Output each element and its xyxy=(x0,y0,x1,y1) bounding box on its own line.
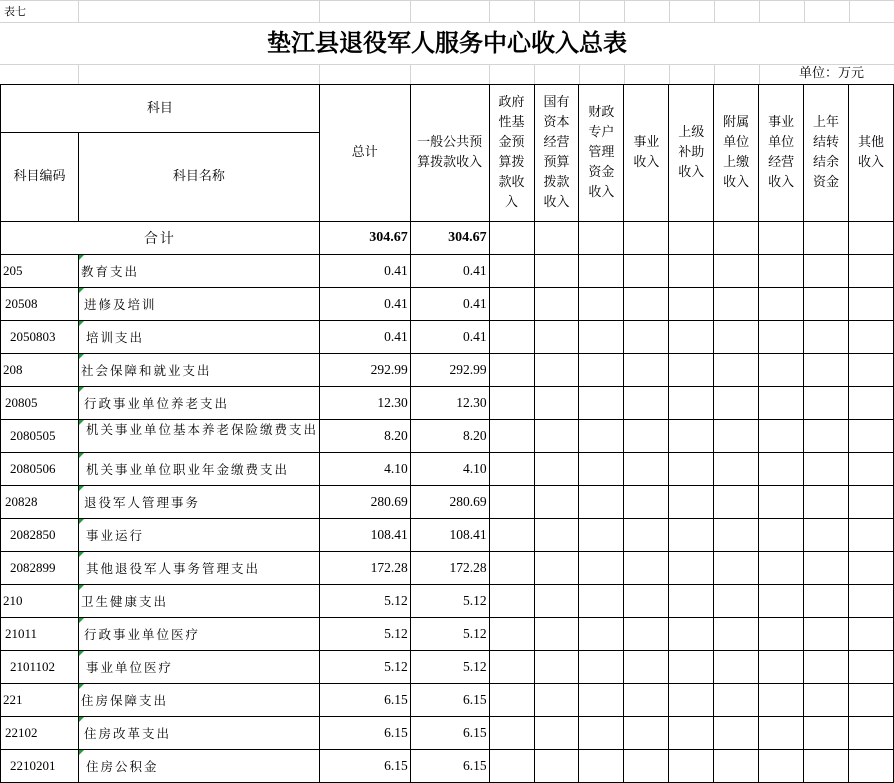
header-operating-income: 事业单位经营收入 xyxy=(759,85,804,222)
row-general-budget: 4.10 xyxy=(410,453,489,486)
row-general-budget: 292.99 xyxy=(410,354,489,387)
table-row xyxy=(1,651,894,684)
row-general-budget: 172.28 xyxy=(410,552,489,585)
row-total: 0.41 xyxy=(319,255,410,288)
subject-code: 2080506 xyxy=(1,453,79,486)
subject-code: 210 xyxy=(1,585,79,618)
header-other-income: 其他收入 xyxy=(848,85,893,222)
subject-name: 住房改革支出 xyxy=(78,717,319,750)
row-total: 280.69 xyxy=(319,486,410,519)
row-total: 6.15 xyxy=(319,717,410,750)
income-summary-table xyxy=(0,84,894,783)
header-carryover: 上年结转结余资金 xyxy=(804,85,849,222)
header-subject-name: 科目名称 xyxy=(78,133,319,222)
subject-code: 21011 xyxy=(1,618,79,651)
subject-name: 事业单位医疗 xyxy=(78,651,319,684)
total-amount: 304.67 xyxy=(319,222,410,255)
subject-name: 进修及培训 xyxy=(78,288,319,321)
subject-code: 22102 xyxy=(1,717,79,750)
row-total: 108.41 xyxy=(319,519,410,552)
table-row xyxy=(1,354,894,387)
subject-code: 2101102 xyxy=(1,651,79,684)
row-total: 12.30 xyxy=(319,387,410,420)
subject-code: 2050803 xyxy=(1,321,79,354)
subject-name: 住房保障支出 xyxy=(78,684,319,717)
total-label: 合计 xyxy=(1,222,320,255)
row-total: 5.12 xyxy=(319,651,410,684)
subject-name: 机关事业单位职业年金缴费支出 xyxy=(78,453,319,486)
header-superior-subsidy: 上级补助收入 xyxy=(669,85,714,222)
table-row xyxy=(1,684,894,717)
row-general-budget: 8.20 xyxy=(410,420,489,453)
table-row xyxy=(1,486,894,519)
subject-code: 208 xyxy=(1,354,79,387)
table-row xyxy=(1,552,894,585)
table-row xyxy=(1,618,894,651)
subject-name: 培训支出 xyxy=(78,321,319,354)
table-row xyxy=(1,717,894,750)
header-affiliated-units: 附属单位上缴收入 xyxy=(714,85,759,222)
subject-name: 事业运行 xyxy=(78,519,319,552)
page-title: 垫江县退役军人服务中心收入总表 xyxy=(267,28,627,57)
table-row xyxy=(1,585,894,618)
total-general-budget: 304.67 xyxy=(410,222,489,255)
subject-code: 20805 xyxy=(1,387,79,420)
subject-name: 机关事业单位基本养老保险缴费支出 xyxy=(78,420,319,453)
header-subject: 科目 xyxy=(1,85,320,133)
row-general-budget: 6.15 xyxy=(410,684,489,717)
row-total: 5.12 xyxy=(319,618,410,651)
row-general-budget: 6.15 xyxy=(410,717,489,750)
header-gov-fund: 政府性基金预算拨款收入 xyxy=(489,85,534,222)
table-row xyxy=(1,255,894,288)
table-row xyxy=(1,750,894,783)
header-business-income: 事业收入 xyxy=(624,85,669,222)
row-total: 6.15 xyxy=(319,750,410,783)
header-general-budget: 一般公共预算拨款收入 xyxy=(410,85,489,222)
subject-name: 退役军人管理事务 xyxy=(78,486,319,519)
row-total: 4.10 xyxy=(319,453,410,486)
row-general-budget: 5.12 xyxy=(410,651,489,684)
row-general-budget: 5.12 xyxy=(410,585,489,618)
subject-code: 2210201 xyxy=(1,750,79,783)
total-row xyxy=(1,222,894,255)
subject-code: 2082899 xyxy=(1,552,79,585)
row-general-budget: 0.41 xyxy=(410,288,489,321)
row-general-budget: 12.30 xyxy=(410,387,489,420)
header-subject-code: 科目编码 xyxy=(1,133,79,222)
table-row xyxy=(1,288,894,321)
table-row xyxy=(1,519,894,552)
row-general-budget: 6.15 xyxy=(410,750,489,783)
unit-label: 单位：万元 xyxy=(798,66,864,81)
row-total: 0.41 xyxy=(319,321,410,354)
subject-code: 221 xyxy=(1,684,79,717)
header-state-capital: 国有资本经营预算拨款收入 xyxy=(534,85,579,222)
subject-name: 其他退役军人事务管理支出 xyxy=(78,552,319,585)
row-total: 292.99 xyxy=(319,354,410,387)
subject-code: 205 xyxy=(1,255,79,288)
row-general-budget: 0.41 xyxy=(410,321,489,354)
subject-name: 教育支出 xyxy=(78,255,319,288)
subject-name: 行政事业单位养老支出 xyxy=(78,387,319,420)
table-row xyxy=(1,321,894,354)
subject-name: 住房公积金 xyxy=(78,750,319,783)
table-row xyxy=(1,387,894,420)
sheet-tag: 表七 xyxy=(4,5,26,18)
row-general-budget: 5.12 xyxy=(410,618,489,651)
subject-name: 卫生健康支出 xyxy=(78,585,319,618)
row-total: 5.12 xyxy=(319,585,410,618)
row-total: 8.20 xyxy=(319,420,410,453)
subject-code: 20828 xyxy=(1,486,79,519)
row-total: 0.41 xyxy=(319,288,410,321)
subject-name: 行政事业单位医疗 xyxy=(78,618,319,651)
subject-name: 社会保障和就业支出 xyxy=(78,354,319,387)
subject-code: 20508 xyxy=(1,288,79,321)
row-general-budget: 0.41 xyxy=(410,255,489,288)
header-special-account: 财政专户管理资金收入 xyxy=(579,85,624,222)
subject-code: 2080505 xyxy=(1,420,79,453)
row-general-budget: 108.41 xyxy=(410,519,489,552)
table-row xyxy=(1,453,894,486)
row-general-budget: 280.69 xyxy=(410,486,489,519)
row-total: 172.28 xyxy=(319,552,410,585)
row-total: 6.15 xyxy=(319,684,410,717)
subject-code: 2082850 xyxy=(1,519,79,552)
table-row xyxy=(1,420,894,453)
header-total: 总计 xyxy=(319,85,410,222)
